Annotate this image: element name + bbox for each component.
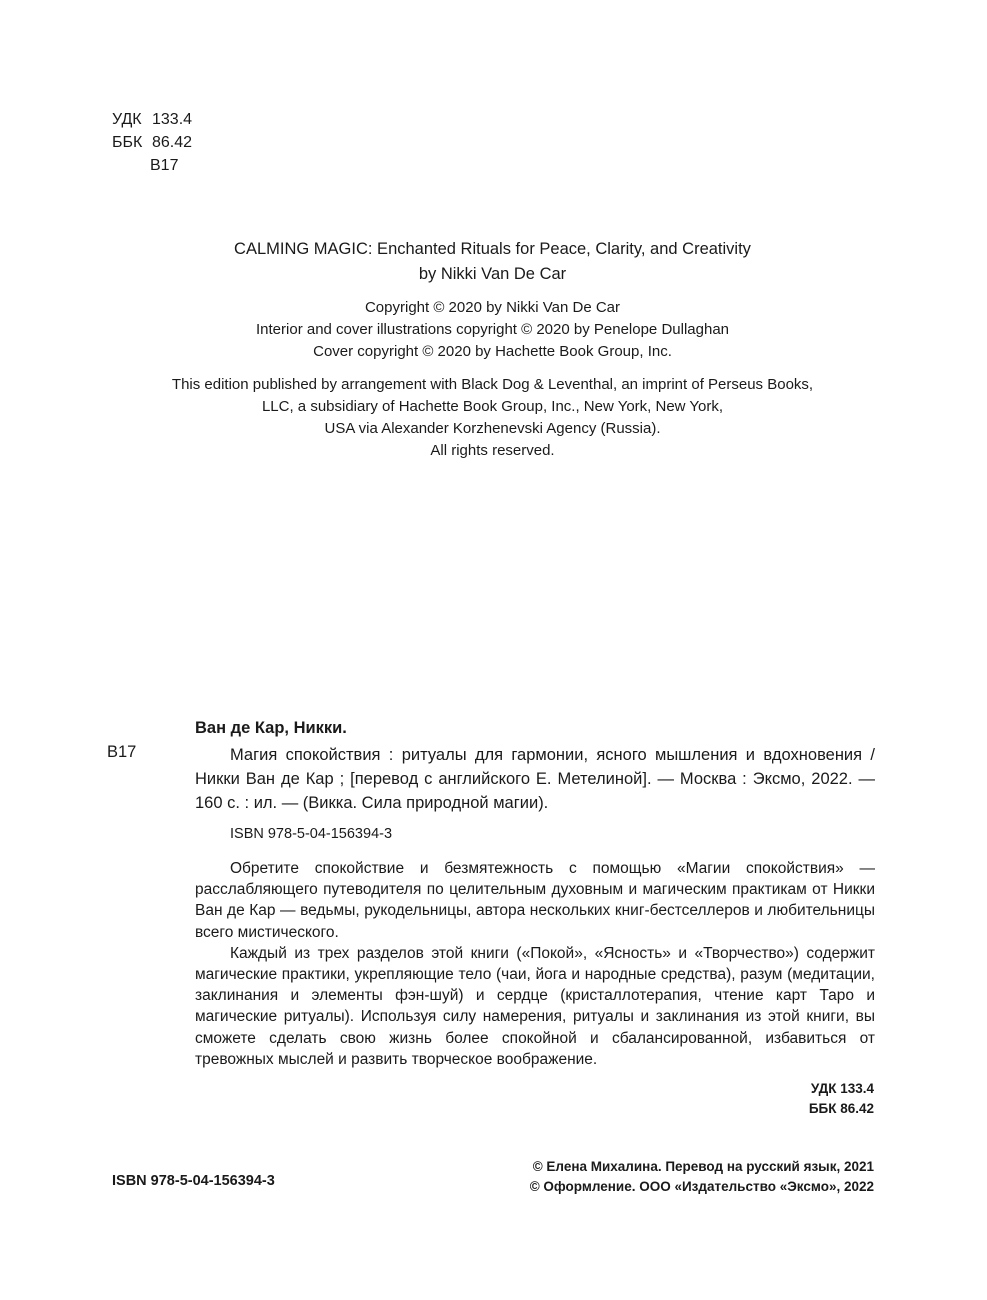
author-mark: В17 [150, 157, 179, 174]
edition-line: USA via Alexander Korzhenevski Agency (Russia). [324, 420, 661, 437]
copyright-line: Cover copyright © 2020 by Hachette Book Group, Inc. [313, 343, 672, 360]
copyright-line: Interior and cover illustrations copyright © 2020 by Penelope Dullaghan [256, 321, 729, 338]
edition-notice [130, 374, 855, 462]
original-title: CALMING MAGIC: Enchanted Rituals for Peace, Clarity, and Creativity [234, 240, 751, 258]
footer-credits [530, 1157, 874, 1197]
udk-value: 133.4 [152, 111, 193, 128]
copyright-line: Copyright © 2020 by Nikki Van De Car [364, 299, 621, 316]
edition-line: This edition published by arrangement with Black Dog & Leventhal, an imprint of Perseus Books, [171, 376, 814, 393]
original-byline: by Nikki Van De Car [418, 265, 567, 283]
udk-label: УДК [112, 111, 142, 128]
bbk-value: 86.42 [152, 134, 193, 151]
abstract-paragraph: Обретите спокойствие и безмятежность с помощью «Магии спокойствия» — расслабляющего путеводителя по целительным духовным и магическим практикам от Никки Ван де Кар — ведьмы, рукодельницы, автора нескольких книг-бестселлеров и любительницы всего мистического. [195, 860, 875, 941]
catalog-isbn: ISBN 978-5-04-156394-3 [230, 826, 393, 842]
copyright-block [130, 297, 855, 363]
abstract [195, 858, 875, 1070]
catalog-author-mark: В17 [107, 743, 137, 761]
abstract-paragraph: Каждый из трех разделов этой книги («Покой», «Ясность» и «Творчество») содержит магические практики, укрепляющие тело (чаи, йога и народные средства), разум (медитации, заклинания и элементы фэн-шуй) и сердце (кристаллотерапия, чтение карт Таро и магические ритуалы). Используя силу намерения, ритуалы и заклинания из этой книги, вы сможете сделать свою жизнь более спокойной и сбалансированной, избавиться от тревожных мыслей и развить творческое воображение. [195, 944, 875, 1068]
bbk-label: ББК [112, 134, 143, 151]
catalog-bbk: ББК 86.42 [808, 1101, 874, 1116]
footer-isbn: ISBN 978-5-04-156394-3 [112, 1173, 275, 1189]
biblio-text: Магия спокойствия : ритуалы для гармонии, ясного мышления и вдохновения / Никки Ван де Кар ; [перевод с английского Е. Метелиной]. — Москва : Эксмо, 2022. — 160 с. : ил. — (Викка. Сила природной магии). [195, 746, 875, 812]
bbk-row [112, 131, 192, 154]
catalog-author: Ван де Кар, Никки. [195, 719, 347, 737]
bibliographic-description [195, 743, 875, 815]
edition-line: All rights reserved. [430, 442, 555, 459]
catalog-udk: УДК 133.4 [810, 1081, 874, 1096]
classification-codes [112, 108, 192, 177]
credit-design: © Оформление. ООО «Издательство «Эксмо», 2022 [529, 1179, 874, 1194]
edition-line: LLC, a subsidiary of Hachette Book Group, Inc., New York, New York, [261, 398, 724, 415]
udk-row [112, 108, 192, 131]
credit-translation: © Елена Михалина. Перевод на русский язык, 2021 [532, 1159, 874, 1174]
catalog-codes [809, 1079, 874, 1119]
original-title-block [130, 237, 855, 287]
